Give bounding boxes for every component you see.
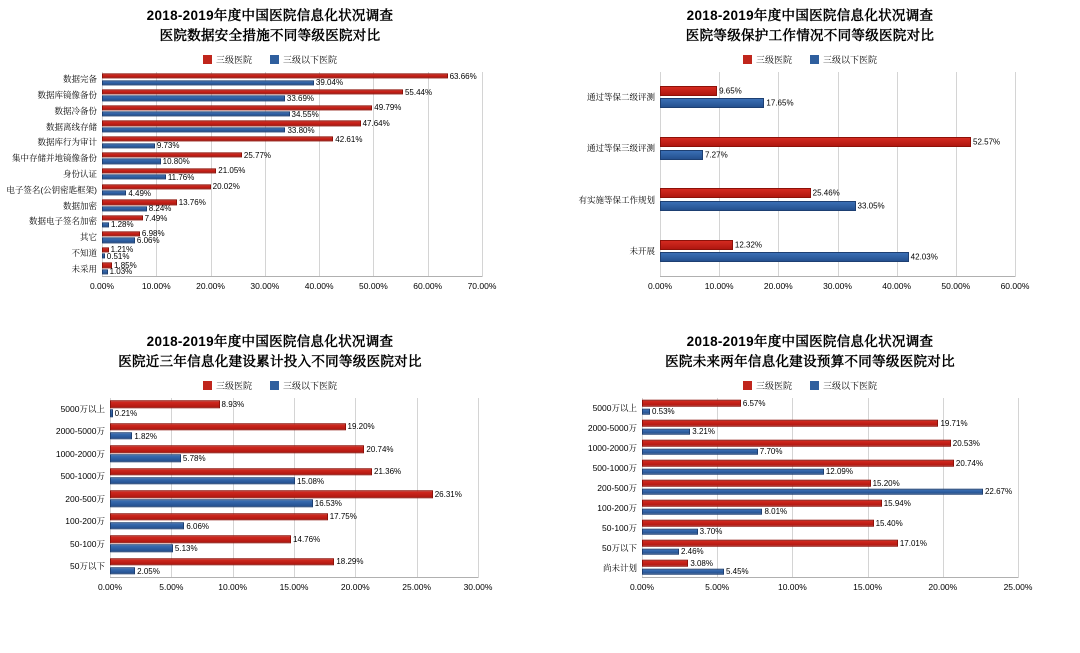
bar-value-label: 6.57% [742,398,766,408]
bar-value-label: 13.76% [178,197,206,207]
bar-series1 [642,478,900,488]
bar-series1 [102,182,240,192]
bar-series2 [102,204,172,214]
bar-value-label: 3.70% [699,527,723,537]
x-axis-line [660,276,1015,277]
bar-series2 [102,141,180,151]
bar-value-label: 6.06% [186,521,210,531]
bar-series2 [102,93,315,103]
chart-title-line2: 医院近三年信息化建设累计投入不同等级医院对比 [118,354,422,370]
x-axis-tick-label: 5.00% [705,581,730,592]
bar-series1 [642,558,713,568]
bar-value-label: 5.13% [174,543,198,553]
bar-series2 [642,467,853,477]
bar-series2 [110,476,325,486]
chart-title-line1: 2018-2019年度中国医院信息化状况调查 [686,8,934,23]
bar-value-label: 2.46% [680,547,704,557]
x-axis-tick-label: 20.00% [928,581,958,592]
legend-swatch-blue [270,381,279,390]
bar-value-label: 5.45% [725,567,749,577]
legend-item-series2 [270,53,337,66]
plot-inner-1 [578,72,1030,291]
bar-value-label: 8.24% [148,204,172,214]
bar-value-label: 39.04% [315,78,344,88]
bar-series2 [660,252,938,262]
x-axis-tick-label: 10.00% [218,581,248,592]
category-label: 未开展 [629,245,655,256]
bar-value-label: 14.76% [293,534,321,544]
bar-series1 [110,422,375,432]
bar-series1 [642,538,927,548]
gridline [897,72,898,277]
category-label: 1000-2000万 [55,448,105,459]
plot-area-0 [6,71,530,291]
bar-value-label: 17.65% [766,98,794,108]
x-axis-tick-label: 30.00% [463,581,493,592]
bar-value-label: 0.53% [651,407,675,417]
bar-series1 [660,188,840,198]
chart-legend-3 [550,379,1070,392]
bar-value-label: 8.93% [221,399,245,409]
bar-series2 [102,220,134,230]
bar-value-label: 33.05% [857,201,885,211]
category-label: 电子签名(公钥密匙框架) [6,184,97,195]
gridline [956,72,957,277]
gridline [211,72,212,277]
bar-series1 [102,103,402,113]
x-axis-tick-label: 70.00% [467,280,497,291]
category-label: 100-200万 [65,516,105,527]
bar-series1 [110,534,321,544]
bar-series2 [102,125,315,135]
bar-series2 [660,201,885,211]
chart-legend-1 [550,53,1070,66]
bar-series1 [642,438,980,448]
legend-item-series1 [203,53,252,66]
legend-item-series1 [203,379,252,392]
bar-value-label: 7.49% [144,213,168,223]
category-label: 有实施等保工作规划 [578,194,655,205]
category-label: 500-1000万 [592,462,637,473]
plot-inner-2 [55,398,493,592]
bar-value-label: 10.80% [162,156,190,166]
legend-label-series2: 三级以下医院 [283,380,338,391]
legend-item-series1 [743,379,792,392]
bar-value-label: 0.51% [106,251,130,261]
bar-series1 [642,498,911,508]
chart-legend-0 [10,53,530,66]
category-label: 数据冷备份 [54,105,97,116]
category-label: 50-100万 [70,538,105,549]
x-axis-tick-label: 0.00% [89,280,115,291]
bar-value-label: 7.27% [705,150,728,160]
bar-series2 [642,487,1013,497]
chart-panel-1 [540,0,1080,326]
category-label: 尚未计划 [602,562,637,573]
bar-series1 [642,458,984,468]
bar-series1 [642,518,903,528]
legend-item-series2 [270,379,337,392]
category-label: 数据库镜像备份 [37,90,97,101]
gridline [482,72,483,277]
x-axis-tick-label: 30.00% [250,280,280,291]
bar-series1 [110,557,364,567]
chart-title-line1: 2018-2019年度中国医院信息化状况调查 [146,8,394,23]
category-label: 5000万以上 [592,402,637,413]
chart-title-0 [10,6,530,47]
bar-series2 [110,453,206,463]
plot-inner-0 [6,71,497,291]
gridline [428,72,429,277]
x-axis-tick-label: 5.00% [159,581,184,592]
bar-series2 [110,498,342,508]
category-label: 100-200万 [597,502,637,513]
bar-series1 [102,118,390,128]
bar-value-label: 21.36% [374,467,402,477]
category-label: 通过等保二级评测 [586,92,655,103]
bar-value-label: 19.20% [347,422,375,432]
legend-label-series1: 三级医院 [215,380,252,391]
legend-swatch-red [203,55,212,64]
x-axis-tick-label: 40.00% [882,280,912,291]
x-axis-tick-label: 20.00% [763,280,793,291]
bar-value-label: 21.05% [218,166,246,176]
bar-value-label: 1.82% [134,431,157,441]
bar-value-label: 2.05% [137,566,160,576]
gridline [1015,72,1016,277]
category-label: 2000-5000万 [587,422,637,433]
bar-value-label: 15.94% [883,498,911,508]
bar-value-label: 5.78% [182,453,206,463]
bar-series2 [642,447,783,457]
bar-series2 [642,547,704,557]
chart-panel-2 [0,326,540,652]
bar-series1 [110,467,402,477]
bar-series2 [102,109,319,119]
bar-series2 [110,543,198,553]
gridline [1018,398,1019,578]
bar-series1 [660,86,742,96]
bar-value-label: 1.85% [114,260,137,270]
x-axis-tick-label: 25.00% [1003,581,1033,592]
bar-series2 [642,407,675,417]
gridline [478,398,479,578]
x-axis-tick-label: 30.00% [823,280,852,291]
plot-inner-3 [587,398,1033,592]
bar-value-label: 17.01% [899,538,927,548]
x-axis-tick-label: 10.00% [777,581,807,592]
bar-series2 [660,150,728,160]
x-axis-tick-label: 15.00% [853,581,883,592]
bar-value-label: 9.73% [156,141,180,151]
bar-value-label: 47.64% [362,118,390,128]
bar-value-label: 55.44% [404,87,433,97]
bar-value-label: 63.66% [449,71,477,81]
bar-value-label: 1.03% [109,267,133,277]
bar-value-label: 49.79% [374,103,402,113]
legend-label-series2: 三级以下医院 [283,54,338,65]
plot-area-1 [550,72,1070,291]
bar-value-label: 52.57% [973,137,1001,147]
legend-label-series1: 三级医院 [755,380,792,391]
bar-series2 [102,235,160,245]
chart-title-3 [550,332,1070,373]
legend-swatch-red [743,381,752,390]
x-axis-tick-label: 10.00% [704,280,734,291]
category-label: 200-500万 [65,493,105,504]
chart-panel-0 [0,0,540,326]
category-label: 其它 [79,232,97,243]
bar-series2 [102,267,133,277]
category-label: 集中存储并地镜像备份 [11,153,97,164]
category-label: 50万以下 [70,561,105,572]
x-axis-tick-label: 25.00% [402,581,432,592]
x-axis-tick-label: 20.00% [196,280,225,291]
bar-series1 [110,399,245,409]
bar-series1 [642,418,968,428]
legend-swatch-red [203,381,212,390]
bar-value-label: 33.80% [287,125,315,135]
bar-series2 [110,521,210,531]
bar-value-label: 25.46% [812,188,840,198]
x-axis-tick-label: 60.00% [413,280,443,291]
category-label: 身份认证 [62,169,97,179]
category-label: 不知道 [71,247,97,258]
legend-item-series2 [810,379,877,392]
bar-value-label: 9.65% [719,86,742,96]
bar-series2 [102,78,344,88]
bar-series2 [102,251,130,261]
bar-value-label: 7.70% [759,447,783,457]
bar-series2 [642,427,715,437]
gridline [838,72,839,277]
chart-title-line2: 医院未来两年信息化建设预算不同等级医院对比 [665,354,955,370]
bar-value-label: 12.32% [734,240,763,250]
bar-value-label: 26.31% [434,489,462,499]
bar-series1 [642,398,766,408]
bar-value-label: 18.29% [336,557,364,567]
bar-series2 [102,172,195,182]
gridline [417,398,418,578]
bar-series2 [102,188,152,198]
legend-swatch-blue [810,381,819,390]
bar-value-label: 6.98% [141,229,165,239]
x-axis-line [102,276,482,277]
x-axis-tick-label: 40.00% [304,280,334,291]
category-label: 2000-5000万 [55,426,105,437]
legend-item-series1 [743,53,792,66]
bar-value-label: 1.28% [110,220,134,230]
gridline [319,72,320,277]
bar-value-label: 20.74% [955,458,984,468]
legend-swatch-red [743,55,752,64]
bar-value-label: 17.75% [329,512,357,522]
bar-value-label: 19.71% [940,418,968,428]
bar-value-label: 12.09% [825,467,853,477]
x-axis-tick-label: 15.00% [279,581,309,592]
bar-value-label: 4.49% [128,188,152,198]
bar-value-label: 42.61% [335,134,363,144]
category-label: 数据离线存储 [45,121,97,132]
plot-area-2 [10,398,530,592]
bar-series1 [110,489,462,499]
bar-value-label: 3.08% [690,558,713,568]
bar-series1 [660,137,1001,147]
x-axis-tick-label: 0.00% [97,581,123,592]
category-label: 500-1000万 [60,471,105,482]
category-label: 数据加密 [62,200,97,211]
category-label: 50-100万 [602,522,637,533]
category-label: 5000万以上 [60,403,105,414]
bar-value-label: 11.76% [167,172,195,182]
legend-label-series1: 三级医院 [755,54,792,65]
bar-series1 [110,444,394,454]
bar-value-label: 20.02% [212,182,240,192]
bar-series2 [642,527,723,537]
bar-value-label: 0.21% [114,408,138,418]
bar-series1 [102,71,477,81]
category-label: 数据库行为审计 [37,137,97,148]
bar-series2 [110,431,157,441]
legend-swatch-blue [810,55,819,64]
gridline [265,72,266,277]
bar-value-label: 15.20% [872,478,900,488]
bar-series1 [102,134,363,144]
chart-title-2 [10,332,530,373]
bar-value-label: 25.77% [243,150,272,160]
chart-legend-2 [10,379,530,392]
x-axis-line [642,577,1018,578]
bar-value-label: 33.69% [286,93,315,103]
category-label: 200-500万 [597,482,637,493]
x-axis-tick-label: 0.00% [629,581,655,592]
bar-value-label: 22.67% [984,487,1013,497]
x-axis-line [110,577,478,578]
category-label: 50万以下 [602,542,637,553]
x-axis-tick-label: 50.00% [941,280,971,291]
bar-value-label: 1.21% [110,245,134,255]
bar-series2 [102,156,190,166]
bar-value-label: 6.06% [136,235,160,245]
bar-value-label: 20.53% [952,438,980,448]
category-label: 1000-2000万 [587,442,637,453]
x-axis-tick-label: 50.00% [359,280,388,291]
chart-panel-3 [540,326,1080,652]
plot-area-3 [550,398,1070,592]
bar-value-label: 15.40% [875,518,903,528]
category-label: 通过等保三级评测 [586,143,655,154]
bar-value-label: 16.53% [314,498,342,508]
bar-series2 [660,98,794,108]
x-axis-tick-label: 20.00% [340,581,370,592]
legend-label-series2: 三级以下医院 [823,54,878,65]
x-axis-tick-label: 10.00% [141,280,171,291]
chart-title-line1: 2018-2019年度中国医院信息化状况调查 [686,334,934,349]
bar-value-label: 34.55% [291,109,319,119]
legend-label-series2: 三级以下医院 [823,380,878,391]
bar-series1 [102,166,246,176]
x-axis-tick-label: 0.00% [647,280,673,291]
bar-series2 [642,567,749,577]
bar-value-label: 15.08% [296,476,325,486]
bar-value-label: 3.21% [692,427,715,437]
bar-value-label: 20.74% [366,444,394,454]
bar-series1 [102,87,433,97]
bar-series2 [110,566,160,576]
legend-item-series2 [810,53,877,66]
bar-series2 [110,408,138,418]
category-label: 未采用 [71,263,97,274]
chart-title-line2: 医院等级保护工作情况不同等级医院对比 [685,28,935,44]
chart-title-line2: 医院数据安全措施不同等级医院对比 [159,28,381,44]
legend-swatch-blue [270,55,279,64]
legend-label-series1: 三级医院 [215,54,252,65]
bar-series1 [110,512,357,522]
chart-title-line1: 2018-2019年度中国医院信息化状况调查 [146,334,394,349]
bar-value-label: 8.01% [764,507,788,517]
bar-series1 [660,240,763,250]
chart-title-1 [550,6,1070,47]
x-axis-tick-label: 60.00% [1000,280,1030,291]
bar-series2 [642,507,788,517]
category-label: 数据电子签名加密 [28,216,97,227]
category-label: 数据完备 [62,74,97,85]
bar-value-label: 42.03% [910,252,938,262]
